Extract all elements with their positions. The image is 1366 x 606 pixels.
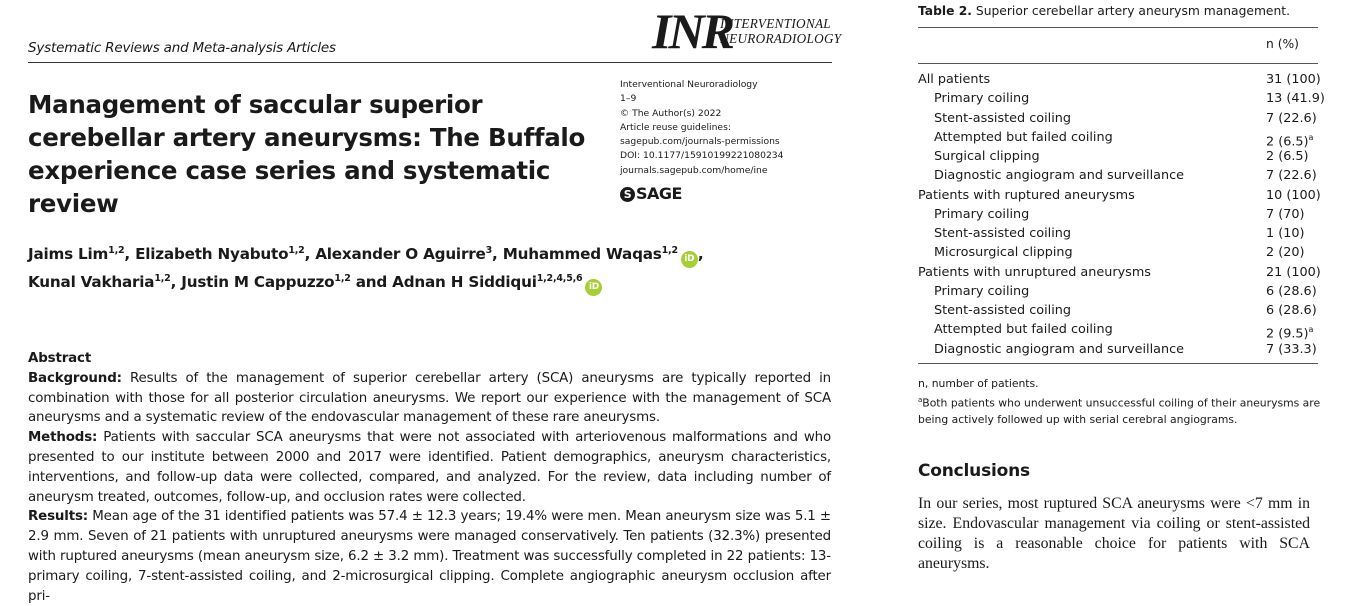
author-name: Elizabeth Nyabuto [135, 245, 289, 264]
author-list [28, 240, 848, 296]
article-title: Management of saccular superior cerebellar artery aneurysms: The Buffalo experience case series and systematic review [28, 90, 586, 218]
author-affiliation: 3 [485, 245, 493, 256]
author-separator: , [492, 245, 503, 264]
table-row-value-text: 2 (6.5) [1266, 134, 1309, 150]
table-row [918, 147, 1328, 166]
table-row [918, 282, 1328, 301]
author-affiliation: 1,2 [334, 273, 351, 285]
table-caption [918, 4, 1290, 18]
table-row-label: Attempted but failed coiling [934, 129, 1113, 145]
table-row-label: Patients with ruptured aneurysms [918, 187, 1135, 203]
table-row [918, 340, 1328, 359]
table-row-value [1266, 263, 1321, 282]
author-affiliation: 1,2,4,5,6 [536, 273, 583, 285]
table-row-label: Primary coiling [934, 91, 1030, 107]
section-label: Systematic Reviews and Meta-analysis Articles [28, 40, 336, 56]
header-rule [28, 62, 832, 63]
table-row-value-text: 13 (41.9) [1266, 91, 1325, 107]
table-row-value [1266, 224, 1304, 243]
meta-reuse-label: Article reuse guidelines: [620, 121, 731, 133]
table-row-value [1266, 89, 1325, 108]
table-row-value-text: 2 (20) [1266, 245, 1305, 261]
methods-text: Patients with saccular SCA aneurysms that were not associated with arteriovenous malformations and who presented to our institute between 2000 and 2017 were identified. Patient demographics, aneurysm characteristics, interventions, and follow-up data were collected, compared, and analyzed. For the review, data including number of aneurysm treated, outcomes, follow-up, and occlusion rates were collected. [28, 430, 831, 505]
table-footnotes [918, 376, 1328, 428]
table-row-value [1266, 166, 1317, 185]
table-row [918, 263, 1328, 282]
table-row-footnote-marker: a [1308, 132, 1314, 142]
meta-pages: 1–9 [620, 93, 637, 105]
abstract-methods [28, 428, 831, 507]
journal-logo-text [720, 16, 841, 46]
table-row-label: Primary coiling [934, 206, 1030, 222]
table-row-value [1266, 70, 1321, 89]
abstract-background [28, 369, 831, 428]
author-separator: and [350, 273, 393, 292]
author-name: Justin M Cappuzzo [181, 273, 335, 292]
author-line-2 [28, 268, 848, 296]
author-affiliation: 1,2 [661, 245, 678, 256]
table-rule-header [918, 63, 1318, 64]
table-row [918, 205, 1328, 224]
table-row-value-text: 7 (33.3) [1266, 341, 1317, 357]
author-affiliation: 1,2 [288, 245, 305, 256]
author-line-1 [28, 240, 848, 268]
table-row-label: Patients with unruptured aneurysms [918, 264, 1151, 280]
publisher-name: SAGE [636, 184, 682, 203]
table-row-value [1266, 243, 1304, 262]
table-body [918, 70, 1328, 359]
table-row-value [1266, 282, 1317, 301]
abstract [28, 349, 831, 606]
author-name: Adnan H Siddiqui [392, 273, 537, 292]
table-row-value [1266, 147, 1309, 166]
orcid-icon[interactable]: iD [585, 279, 602, 296]
table-row-value [1266, 109, 1317, 128]
meta-permissions-link[interactable]: sagepub.com/journals-permissions [620, 136, 780, 148]
journal-logo-line2: NEURORADIOLOGY [720, 31, 842, 46]
table-row-value-text: 31 (100) [1266, 72, 1321, 87]
author-name: Jaims Lim [28, 245, 109, 264]
meta-doi[interactable]: DOI: 10.1177/15910199221080234 [620, 150, 784, 162]
table-rule-top [918, 27, 1318, 28]
table-row [918, 128, 1328, 150]
table-row-value-text: 6 (28.6) [1266, 283, 1317, 299]
table-row [918, 186, 1328, 205]
table-row-label: Attempted but failed coiling [934, 322, 1113, 338]
article-meta [620, 78, 784, 178]
background-text: Results of the management of superior cerebellar artery (SCA) aneurysms are typically reported in combination with those for all posterior circulation aneurysms. We report our experience with the management of SCA aneurysms and a systematic review of the endovascular management of these rare aneurysms. [28, 370, 831, 426]
results-text: Mean age of the 31 identified patients was 57.4 ± 12.3 years; 19.4% were men. Mean aneurysm size was 5.1 ± 2.9 mm. Seven of 21 patients with unruptured aneurysms were managed conservatively. Ten patients (32.3%) presented with ruptured aneurysms (mean aneurysm size, 6.2 ± 3.2 mm). Treatment was successfully completed in 22 patients: 13-primary coiling, 7-stent-assisted coiling, and 2-microsurgical clipping. Complete angiographic aneurysm occlusion after pri- [28, 509, 831, 604]
author-separator: , [170, 273, 182, 292]
author-separator: , [124, 245, 136, 264]
table-row-label: Stent-assisted coiling [934, 303, 1072, 318]
table-column-header: n (%) [1266, 37, 1299, 51]
table-row-footnote-marker: a [1308, 325, 1314, 335]
table-row [918, 109, 1328, 128]
table-row-label: Diagnostic angiogram and surveillance [934, 341, 1185, 357]
meta-journal: Interventional Neuroradiology [620, 79, 758, 90]
table-footnote-1: n, number of patients. [918, 377, 1039, 390]
table-row-label: Microsurgical clipping [934, 245, 1073, 261]
journal-logo [652, 3, 842, 59]
results-label: Results: [28, 509, 89, 525]
table-row-value-text: 2 (9.5) [1266, 326, 1309, 342]
sage-s-icon: S [620, 187, 635, 202]
table-row [918, 70, 1328, 89]
table-row-value-text: 21 (100) [1266, 264, 1321, 280]
author-separator: , [697, 245, 704, 264]
table-row-label: All patients [918, 72, 991, 87]
meta-journal-link[interactable]: journals.sagepub.com/home/ine [620, 164, 768, 176]
table-footnote-2 [918, 392, 1328, 428]
footnote-2-text: Both patients who underwent unsuccessful coiling of their aneurysms are being actively followed up with serial cerebral angiograms. [918, 396, 1321, 426]
table-row-label: Diagnostic angiogram and surveillance [934, 168, 1185, 184]
author-separator: , [304, 245, 316, 264]
footnote-marker: a [918, 396, 923, 404]
table-row [918, 166, 1328, 185]
table-caption-label: Table 2. [918, 4, 972, 18]
abstract-results [28, 507, 831, 606]
table-row [918, 224, 1328, 243]
table-row [918, 243, 1328, 262]
table-row-value-text: 7 (22.6) [1266, 168, 1317, 184]
table-row-value-text: 6 (28.6) [1266, 303, 1317, 318]
table-row-label: Primary coiling [934, 283, 1030, 299]
table-row-label: Surgical clipping [934, 149, 1040, 164]
table-row-value [1266, 186, 1321, 205]
table-rule-bottom [918, 363, 1318, 364]
author-name: Kunal Vakharia [28, 273, 155, 292]
table-row [918, 320, 1328, 342]
table-caption-text: Superior cerebellar artery aneurysm management. [975, 4, 1291, 18]
table-row-value [1266, 301, 1317, 320]
table-row-value-text: 1 (10) [1266, 226, 1305, 241]
publisher-logo [620, 184, 682, 203]
background-label: Background: [28, 370, 122, 386]
table-row-value-text: 7 (22.6) [1266, 110, 1317, 126]
orcid-icon[interactable]: iD [681, 251, 698, 268]
table-row [918, 301, 1328, 320]
table-row [918, 89, 1328, 108]
table-row-label: Stent-assisted coiling [934, 226, 1072, 241]
author-affiliation: 1,2 [108, 245, 125, 256]
conclusions-text: In our series, most ruptured SCA aneurysms were <7 mm in size. Endovascular management via coiling or stent-assisted coiling is a reasonable choice for patients with SCA aneurysms. [918, 495, 1310, 572]
table-row-value [1266, 340, 1317, 359]
table-row-value [1266, 205, 1304, 224]
journal-logo-line1: INTERVENTIONAL [720, 16, 831, 31]
table-row-value-text: 2 (6.5) [1266, 149, 1309, 164]
table-row-value-text: 7 (70) [1266, 206, 1305, 222]
methods-label: Methods: [28, 430, 98, 446]
author-affiliation: 1,2 [154, 273, 171, 285]
table-row-label: Stent-assisted coiling [934, 110, 1072, 126]
table-row-value-text: 10 (100) [1266, 187, 1321, 203]
author-name: Alexander O Aguirre [315, 245, 486, 264]
author-name: Muhammed Waqas [502, 245, 662, 264]
journal-logo-mark: INR [652, 3, 732, 59]
meta-copyright: © The Author(s) 2022 [620, 107, 722, 119]
abstract-heading: Abstract [28, 351, 92, 366]
conclusions-heading: Conclusions [918, 461, 1030, 481]
